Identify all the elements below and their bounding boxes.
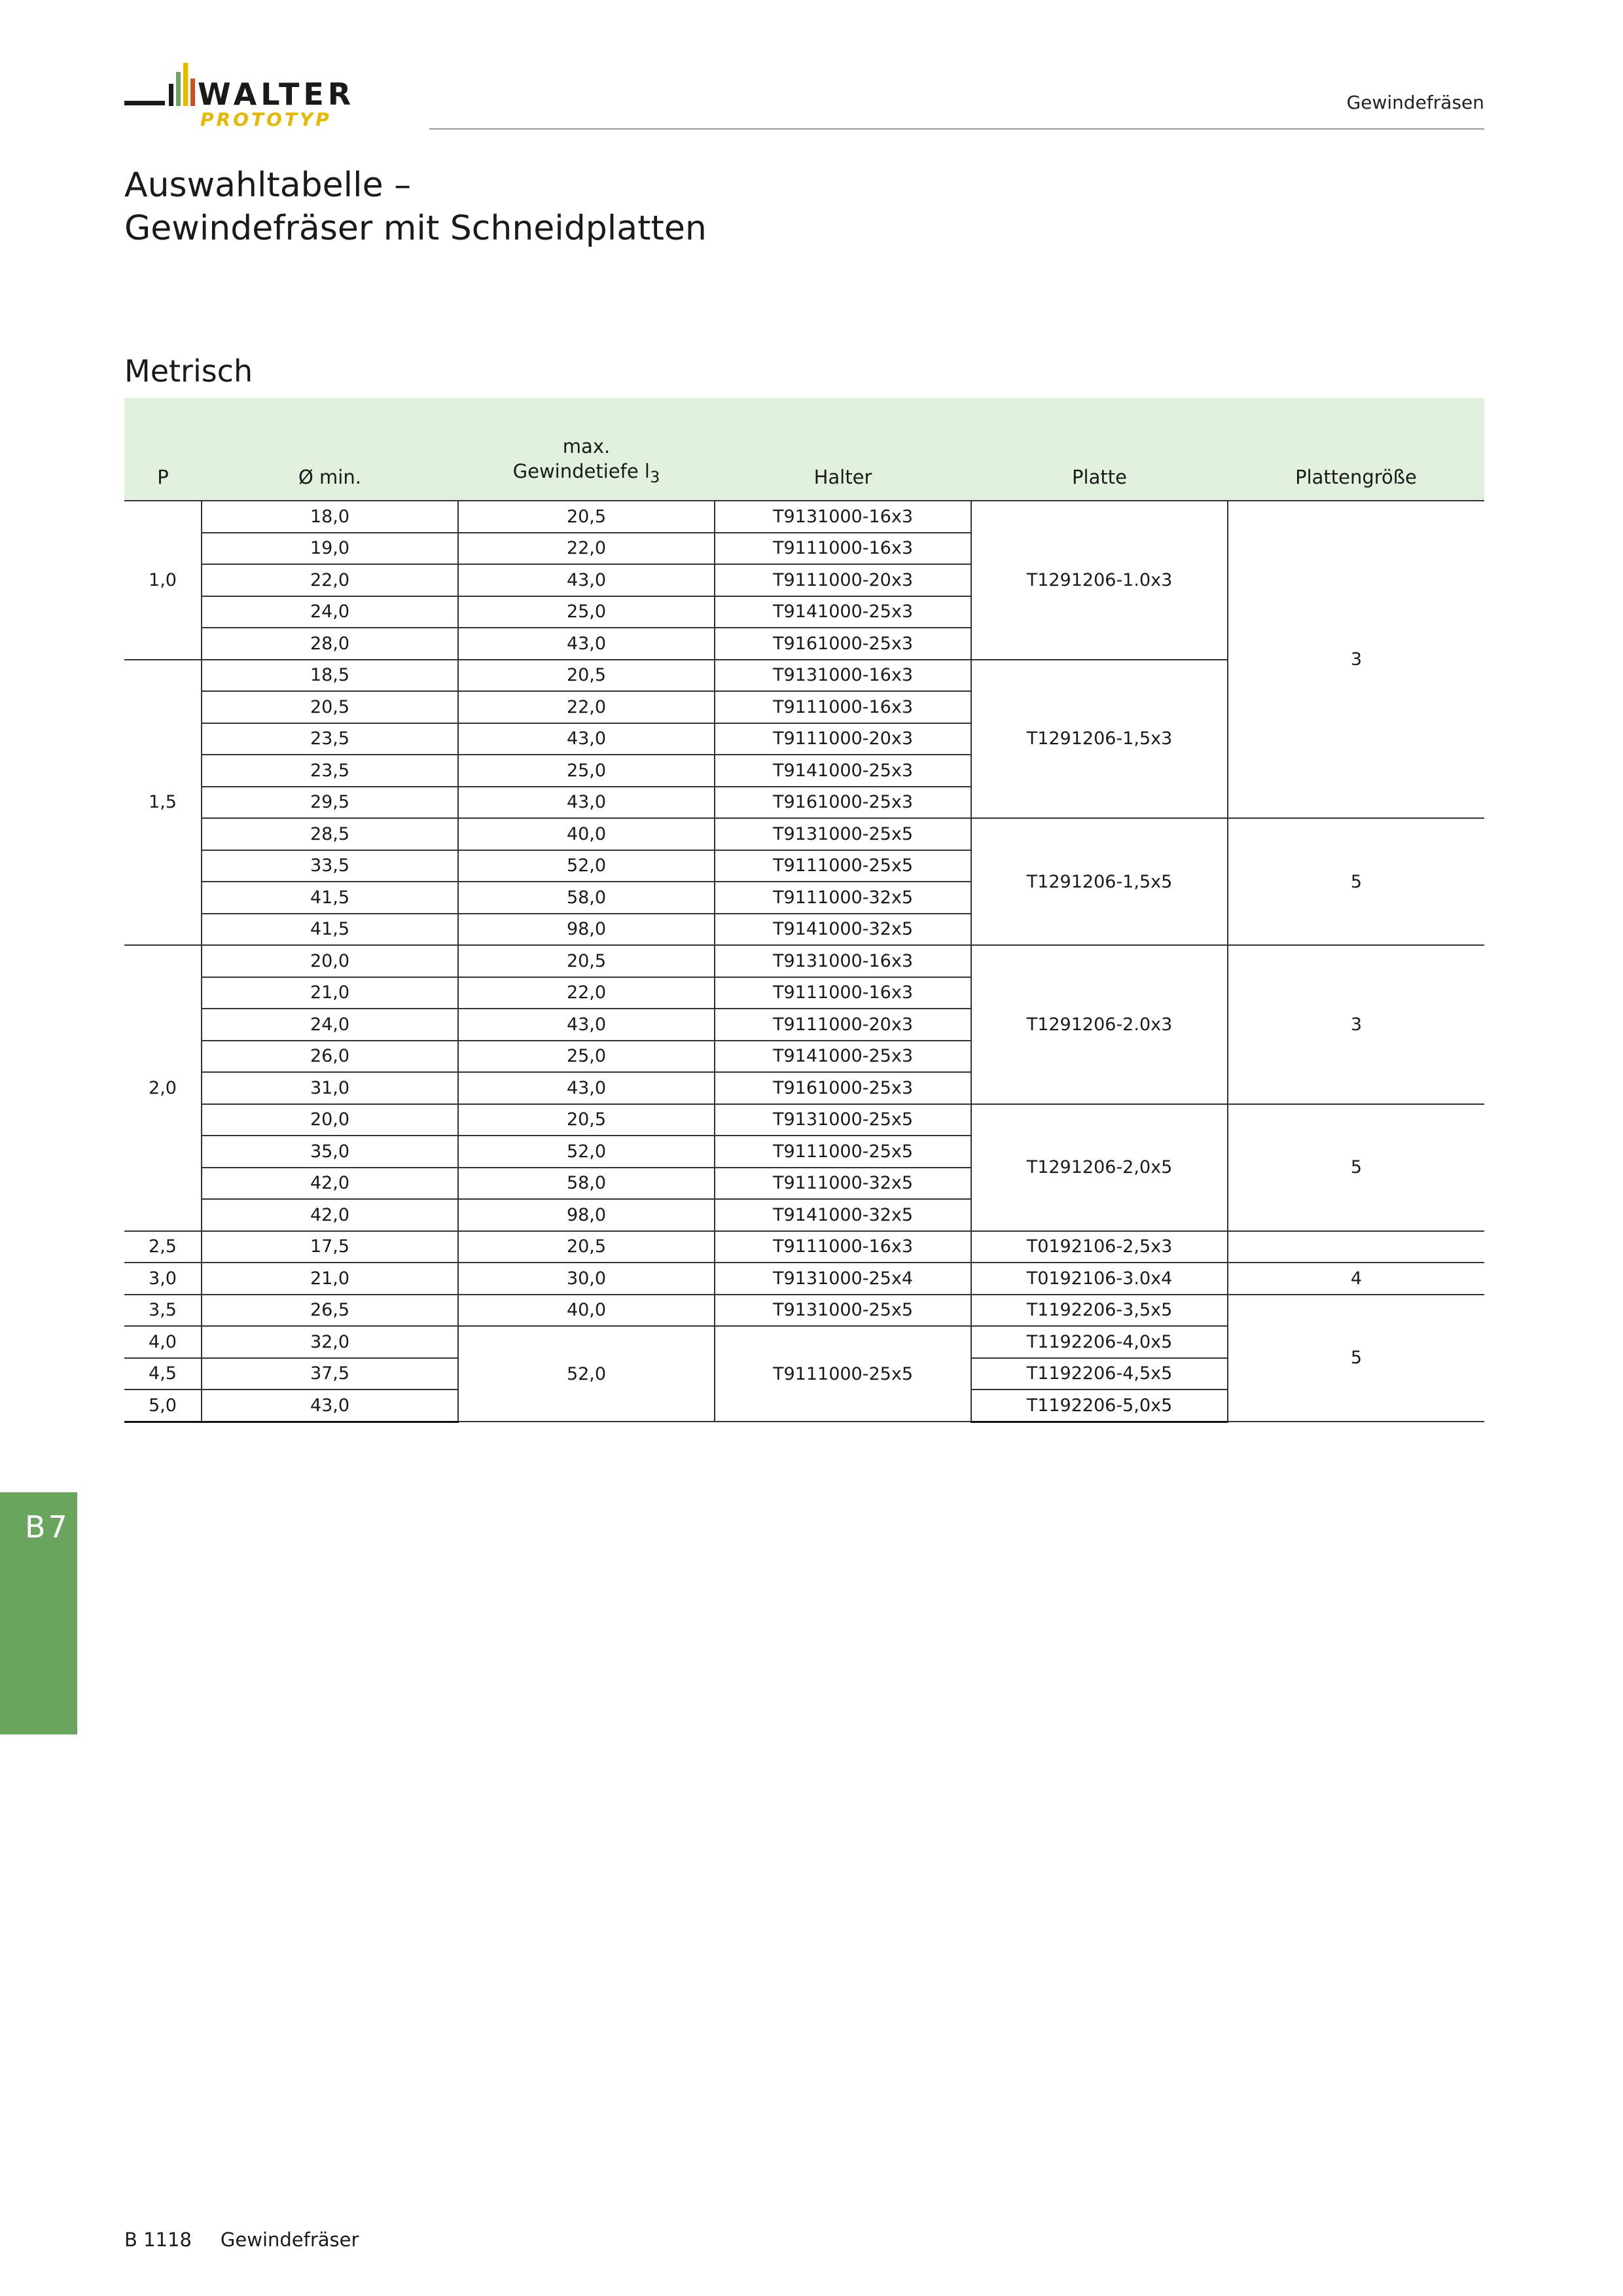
cell-depth: 22,0 (458, 691, 715, 723)
cell-halter: T9161000-25x3 (715, 787, 971, 819)
header-rule (429, 128, 1484, 130)
cell-depth: 20,5 (458, 660, 715, 692)
cell-groesse: 3 (1228, 945, 1484, 1104)
chapter-tab (0, 1492, 77, 1734)
cell-halter: T9111000-20x3 (715, 564, 971, 596)
cell-halter: T9111000-25x5 (715, 1326, 971, 1422)
table-row (124, 1104, 1484, 1136)
cell-depth: 43,0 (458, 1072, 715, 1104)
cell-halter: T9111000-16x3 (715, 533, 971, 565)
table-row (124, 501, 1484, 533)
cell-p: 3,5 (124, 1295, 202, 1327)
cell-depth: 30,0 (458, 1263, 715, 1295)
selection-table-wrapper (124, 398, 1484, 1423)
cell-p: 1,0 (124, 501, 202, 660)
section-subtitle: Metrisch (124, 353, 253, 389)
cell-dmin: 17,5 (202, 1231, 458, 1263)
cell-platte: T1192206-5,0x5 (971, 1390, 1228, 1422)
cell-depth: 52,0 (458, 1136, 715, 1168)
cell-platte: T1291206-1,5x5 (971, 818, 1228, 945)
footer-section: Gewindefräser (220, 2229, 359, 2251)
chapter-tab-label: B7 (25, 1509, 70, 1545)
cell-dmin: 43,0 (202, 1390, 458, 1422)
cell-halter: T9141000-32x5 (715, 914, 971, 946)
cell-dmin: 28,5 (202, 818, 458, 850)
cell-dmin: 33,5 (202, 850, 458, 882)
cell-depth: 20,5 (458, 501, 715, 533)
cell-dmin: 41,5 (202, 882, 458, 914)
header-halter: Halter (715, 398, 971, 501)
page-title (124, 164, 707, 250)
cell-depth: 25,0 (458, 596, 715, 628)
table-row (124, 1263, 1484, 1295)
cell-depth: 22,0 (458, 977, 715, 1009)
cell-halter: T9131000-16x3 (715, 660, 971, 692)
cell-halter: T9111000-25x5 (715, 1136, 971, 1168)
table-row (124, 818, 1484, 850)
cell-depth: 58,0 (458, 882, 715, 914)
cell-dmin: 20,0 (202, 945, 458, 977)
cell-halter: T9131000-25x5 (715, 1295, 971, 1327)
cell-dmin: 24,0 (202, 1009, 458, 1041)
page-footer (124, 2229, 359, 2251)
cell-halter: T9111000-16x3 (715, 1231, 971, 1263)
cell-dmin: 32,0 (202, 1326, 458, 1358)
cell-groesse: 5 (1228, 818, 1484, 945)
header-groesse: Plattengröße (1228, 398, 1484, 501)
cell-halter: T9141000-25x3 (715, 1041, 971, 1073)
header-depth-line1: max. (562, 435, 611, 458)
cell-dmin: 21,0 (202, 977, 458, 1009)
cell-platte: T1291206-1,5x3 (971, 660, 1228, 819)
cell-platte: T1192206-4,0x5 (971, 1326, 1228, 1358)
cell-depth: 25,0 (458, 1041, 715, 1073)
cell-platte: T0192106-3.0x4 (971, 1263, 1228, 1295)
cell-dmin: 24,0 (202, 596, 458, 628)
cell-dmin: 29,5 (202, 787, 458, 819)
cell-depth: 20,5 (458, 945, 715, 977)
cell-platte: T1192206-3,5x5 (971, 1295, 1228, 1327)
cell-halter: T9141000-32x5 (715, 1199, 971, 1231)
cell-halter: T9111000-20x3 (715, 723, 971, 755)
selection-table (124, 398, 1484, 1423)
cell-p: 5,0 (124, 1390, 202, 1422)
cell-halter: T9111000-32x5 (715, 1168, 971, 1200)
cell-dmin: 41,5 (202, 914, 458, 946)
cell-platte: T1291206-1.0x3 (971, 501, 1228, 660)
title-line-1: Auswahltabelle – (124, 166, 412, 205)
cell-platte: T1291206-2.0x3 (971, 945, 1228, 1104)
title-line-2: Gewindefräser mit Schneidplatten (124, 209, 707, 248)
cell-groesse: 4 (1228, 1263, 1484, 1295)
cell-p: 2,5 (124, 1231, 202, 1263)
cell-depth: 52,0 (458, 1326, 715, 1422)
cell-depth: 43,0 (458, 1009, 715, 1041)
cell-dmin: 35,0 (202, 1136, 458, 1168)
cell-dmin: 20,5 (202, 691, 458, 723)
cell-groesse: 3 (1228, 501, 1484, 818)
cell-dmin: 20,0 (202, 1104, 458, 1136)
cell-depth: 40,0 (458, 1295, 715, 1327)
cell-halter: T9131000-16x3 (715, 501, 971, 533)
cell-p: 3,0 (124, 1263, 202, 1295)
cell-dmin: 22,0 (202, 564, 458, 596)
cell-depth: 43,0 (458, 723, 715, 755)
cell-dmin: 23,5 (202, 723, 458, 755)
cell-halter: T9111000-32x5 (715, 882, 971, 914)
cell-halter: T9161000-25x3 (715, 628, 971, 660)
cell-groesse (1228, 1231, 1484, 1263)
cell-platte: T1192206-4,5x5 (971, 1358, 1228, 1390)
cell-halter: T9161000-25x3 (715, 1072, 971, 1104)
cell-depth: 25,0 (458, 755, 715, 787)
cell-dmin: 26,5 (202, 1295, 458, 1327)
header-section-label: Gewindefräsen (1346, 92, 1484, 113)
cell-depth: 43,0 (458, 628, 715, 660)
header-platte: Platte (971, 398, 1228, 501)
cell-p: 2,0 (124, 945, 202, 1231)
cell-depth: 22,0 (458, 533, 715, 565)
cell-dmin: 26,0 (202, 1041, 458, 1073)
cell-dmin: 28,0 (202, 628, 458, 660)
cell-dmin: 31,0 (202, 1072, 458, 1104)
cell-depth: 58,0 (458, 1168, 715, 1200)
cell-groesse: 5 (1228, 1295, 1484, 1422)
header-p: P (124, 398, 202, 501)
cell-dmin: 37,5 (202, 1358, 458, 1390)
table-header-row (124, 398, 1484, 501)
cell-halter: T9111000-20x3 (715, 1009, 971, 1041)
walter-prototyp-logo (124, 60, 406, 132)
header-depth (458, 398, 715, 501)
cell-halter: T9141000-25x3 (715, 755, 971, 787)
logo-text: WALTER (198, 77, 355, 112)
cell-halter: T9131000-25x5 (715, 818, 971, 850)
cell-halter: T9131000-25x5 (715, 1104, 971, 1136)
cell-depth: 52,0 (458, 850, 715, 882)
cell-dmin: 23,5 (202, 755, 458, 787)
cell-dmin: 18,0 (202, 501, 458, 533)
table-row (124, 945, 1484, 977)
footer-page-number: B 1118 (124, 2229, 192, 2251)
cell-halter: T9131000-25x4 (715, 1263, 971, 1295)
cell-depth: 43,0 (458, 787, 715, 819)
cell-depth: 40,0 (458, 818, 715, 850)
cell-halter: T9111000-25x5 (715, 850, 971, 882)
cell-halter: T9131000-16x3 (715, 945, 971, 977)
cell-halter: T9141000-25x3 (715, 596, 971, 628)
cell-p: 1,5 (124, 660, 202, 946)
table-row (124, 1231, 1484, 1263)
cell-dmin: 42,0 (202, 1199, 458, 1231)
cell-halter: T9111000-16x3 (715, 977, 971, 1009)
cell-platte: T0192106-2,5x3 (971, 1231, 1228, 1263)
header-dmin: Ø min. (202, 398, 458, 501)
cell-halter: T9111000-16x3 (715, 691, 971, 723)
cell-depth: 20,5 (458, 1104, 715, 1136)
table-row (124, 1295, 1484, 1327)
cell-p: 4,0 (124, 1326, 202, 1358)
cell-dmin: 21,0 (202, 1263, 458, 1295)
logo-subtext: PROTOTYP (200, 109, 332, 130)
cell-dmin: 18,5 (202, 660, 458, 692)
cell-p: 4,5 (124, 1358, 202, 1390)
cell-depth: 20,5 (458, 1231, 715, 1263)
cell-dmin: 42,0 (202, 1168, 458, 1200)
cell-depth: 98,0 (458, 1199, 715, 1231)
cell-depth: 43,0 (458, 564, 715, 596)
cell-platte: T1291206-2,0x5 (971, 1104, 1228, 1231)
cell-dmin: 19,0 (202, 533, 458, 565)
header-depth-line2: Gewindetiefe $l_3$ (512, 460, 660, 486)
cell-depth: 98,0 (458, 914, 715, 946)
cell-groesse: 5 (1228, 1104, 1484, 1231)
